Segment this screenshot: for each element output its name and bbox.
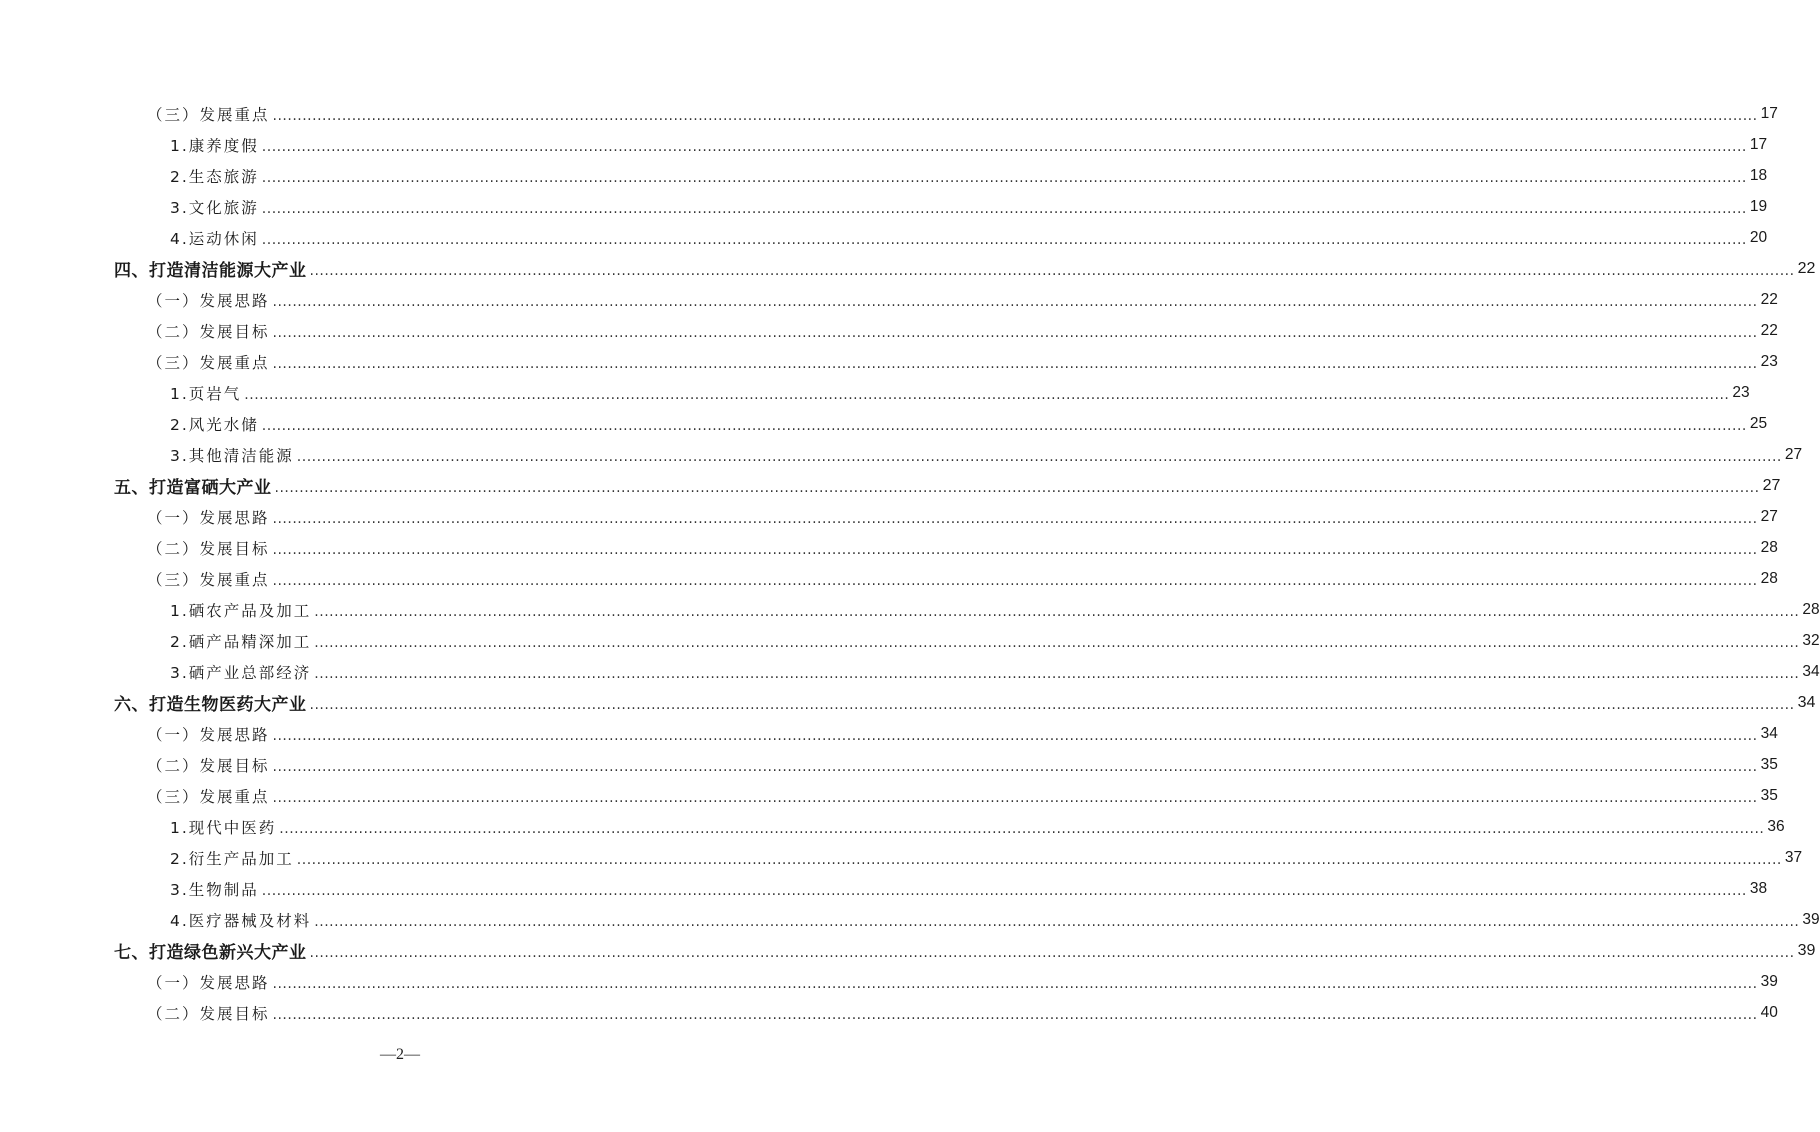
toc-entry-page: 22	[1760, 321, 1778, 339]
toc-entry-title: （三）发展重点	[147, 105, 270, 124]
toc-entry-title: 2.衍生产品加工	[170, 849, 294, 868]
toc-entry[interactable]	[0, 656, 1820, 687]
toc-dot-leader: ............................................................................................................................................................................................................................................................................................................	[309, 262, 1795, 279]
toc-entry-page: 35	[1760, 755, 1778, 773]
toc-dot-leader: ............................................................................................................................................................................................................................................................................................................	[272, 789, 1758, 806]
toc-entry-page: 18	[1749, 166, 1768, 184]
toc-entry-page: 17	[1749, 135, 1768, 153]
toc-entry[interactable]	[0, 377, 1750, 408]
toc-entry[interactable]	[0, 935, 1816, 966]
toc-entry-title: （一）发展思路	[147, 508, 270, 527]
toc-entry[interactable]	[0, 625, 1820, 656]
toc-entry[interactable]	[0, 470, 1781, 501]
toc-entry[interactable]	[0, 439, 1803, 470]
toc-entry[interactable]	[0, 873, 1768, 904]
toc-dot-leader: ............................................................................................................................................................................................................................................................................................................	[261, 882, 1747, 899]
toc-entry-title: （二）发展目标	[147, 1004, 270, 1023]
toc-dot-leader: ............................................................................................................................................................................................................................................................................................................	[309, 696, 1795, 713]
toc-entry-page: 32	[1802, 631, 1820, 649]
toc-dot-leader: ............................................................................................................................................................................................................................................................................................................	[244, 386, 1730, 403]
toc-entry[interactable]	[0, 284, 1778, 315]
toc-entry[interactable]	[0, 842, 1803, 873]
toc-entry-title: 1.康养度假	[170, 136, 259, 155]
toc-dot-leader: ............................................................................................................................................................................................................................................................................................................	[314, 603, 1800, 620]
toc-entry-page: 39	[1797, 941, 1816, 959]
toc-entry-page: 28	[1760, 538, 1778, 556]
toc-entry[interactable]	[0, 532, 1778, 563]
toc-entry-title: 1.现代中医药	[170, 818, 277, 837]
toc-entry-title: 3.硒产业总部经济	[170, 663, 312, 682]
toc-entry[interactable]	[0, 749, 1778, 780]
toc-entry-title: 2.风光水储	[170, 415, 259, 434]
toc-entry[interactable]	[0, 315, 1778, 346]
toc-entry[interactable]	[0, 904, 1820, 935]
toc-entry-page: 38	[1749, 879, 1768, 897]
toc-entry[interactable]	[0, 780, 1778, 811]
toc-entry-title: 3.生物制品	[170, 880, 259, 899]
toc-entry[interactable]	[0, 687, 1816, 718]
toc-entry[interactable]	[0, 129, 1768, 160]
toc-entry-title: （三）发展重点	[147, 570, 270, 589]
toc-entry[interactable]	[0, 594, 1820, 625]
toc-entry[interactable]	[0, 222, 1768, 253]
toc-entry-title: 2.硒产品精深加工	[170, 632, 312, 651]
toc-entry-page: 34	[1802, 662, 1820, 680]
toc-entry-title: （三）发展重点	[147, 787, 270, 806]
toc-dot-leader: ............................................................................................................................................................................................................................................................................................................	[272, 727, 1758, 744]
toc-entry[interactable]	[0, 98, 1778, 129]
toc-entry-title: 五、打造富硒大产业	[114, 478, 272, 498]
toc-entry-page: 27	[1762, 476, 1781, 494]
toc-dot-leader: ............................................................................................................................................................................................................................................................................................................	[272, 510, 1758, 527]
toc-dot-leader: ............................................................................................................................................................................................................................................................................................................	[314, 634, 1800, 651]
toc-entry-title: （一）发展思路	[147, 291, 270, 310]
toc-dot-leader: ............................................................................................................................................................................................................................................................................................................	[272, 293, 1758, 310]
toc-entry-page: 39	[1760, 972, 1778, 990]
toc-dot-leader: ............................................................................................................................................................................................................................................................................................................	[272, 758, 1758, 775]
toc-entry[interactable]	[0, 563, 1778, 594]
toc-dot-leader: ............................................................................................................................................................................................................................................................................................................	[261, 138, 1747, 155]
toc-dot-leader: ............................................................................................................................................................................................................................................................................................................	[261, 417, 1747, 434]
toc-dot-leader: ............................................................................................................................................................................................................................................................................................................	[272, 355, 1758, 372]
toc-entry-title: （二）发展目标	[147, 322, 270, 341]
toc-entry[interactable]	[0, 346, 1778, 377]
toc-dot-leader: ............................................................................................................................................................................................................................................................................................................	[314, 913, 1800, 930]
toc-entry[interactable]	[0, 160, 1768, 191]
toc-entry-page: 40	[1760, 1003, 1778, 1021]
toc-entry-page: 20	[1749, 228, 1768, 246]
toc-dot-leader: ............................................................................................................................................................................................................................................................................................................	[261, 169, 1747, 186]
toc-dot-leader: ............................................................................................................................................................................................................................................................................................................	[272, 541, 1758, 558]
toc-entry-title: （一）发展思路	[147, 725, 270, 744]
toc-entry[interactable]	[0, 966, 1778, 997]
toc-entry-title: 六、打造生物医药大产业	[114, 695, 307, 715]
toc-entry[interactable]	[0, 191, 1768, 222]
toc-entry[interactable]	[0, 408, 1768, 439]
toc-entry-page: 17	[1760, 104, 1778, 122]
toc-entry-title: 3.其他清洁能源	[170, 446, 294, 465]
toc-dot-leader: ............................................................................................................................................................................................................................................................................................................	[272, 324, 1758, 341]
toc-entry-title: （三）发展重点	[147, 353, 270, 372]
toc-entry-page: 19	[1749, 197, 1768, 215]
toc-entry-page: 37	[1784, 848, 1803, 866]
toc-entry-title: 4.医疗器械及材料	[170, 911, 312, 930]
toc-entry-page: 23	[1732, 383, 1750, 401]
toc-entry-page: 23	[1760, 352, 1778, 370]
toc-entry-page: 36	[1767, 817, 1785, 835]
toc-entry[interactable]	[0, 718, 1778, 749]
table-of-contents	[0, 98, 1820, 1028]
toc-entry-page: 34	[1797, 693, 1816, 711]
toc-dot-leader: ............................................................................................................................................................................................................................................................................................................	[261, 231, 1747, 248]
toc-dot-leader: ............................................................................................................................................................................................................................................................................................................	[274, 479, 1760, 496]
toc-dot-leader: ............................................................................................................................................................................................................................................................................................................	[314, 665, 1800, 682]
toc-dot-leader: ............................................................................................................................................................................................................................................................................................................	[272, 1006, 1758, 1023]
toc-dot-leader: ............................................................................................................................................................................................................................................................................................................	[309, 944, 1795, 961]
toc-entry[interactable]	[0, 811, 1785, 842]
toc-entry-title: （一）发展思路	[147, 973, 270, 992]
toc-entry-page: 27	[1784, 445, 1803, 463]
toc-dot-leader: ............................................................................................................................................................................................................................................................................................................	[261, 200, 1747, 217]
toc-entry-page: 25	[1749, 414, 1768, 432]
toc-entry-page: 28	[1802, 600, 1820, 618]
toc-dot-leader: ............................................................................................................................................................................................................................................................................................................	[296, 851, 1782, 868]
toc-entry-title: 4.运动休闲	[170, 229, 259, 248]
toc-dot-leader: ............................................................................................................................................................................................................................................................................................................	[279, 820, 1765, 837]
toc-entry-page: 27	[1760, 507, 1778, 525]
toc-entry[interactable]	[0, 253, 1816, 284]
toc-entry-page: 34	[1760, 724, 1778, 742]
toc-entry[interactable]	[0, 997, 1778, 1028]
toc-dot-leader: ............................................................................................................................................................................................................................................................................................................	[272, 975, 1758, 992]
toc-entry-title: （二）发展目标	[147, 756, 270, 775]
toc-dot-leader: ............................................................................................................................................................................................................................................................................................................	[272, 572, 1758, 589]
toc-entry-page: 28	[1760, 569, 1778, 587]
toc-entry-title: 3.文化旅游	[170, 198, 259, 217]
toc-entry-title: 2.生态旅游	[170, 167, 259, 186]
toc-entry-title: 四、打造清洁能源大产业	[114, 261, 307, 281]
toc-entry[interactable]	[0, 501, 1778, 532]
toc-entry-page: 39	[1802, 910, 1820, 928]
toc-entry-page: 22	[1760, 290, 1778, 308]
toc-entry-title: （二）发展目标	[147, 539, 270, 558]
toc-dot-leader: ............................................................................................................................................................................................................................................................................................................	[296, 448, 1782, 465]
toc-dot-leader: ............................................................................................................................................................................................................................................................................................................	[272, 107, 1758, 124]
toc-entry-page: 35	[1760, 786, 1778, 804]
toc-entry-title: 1.硒农产品及加工	[170, 601, 312, 620]
toc-entry-title: 七、打造绿色新兴大产业	[114, 943, 307, 963]
toc-entry-title: 1.页岩气	[170, 384, 242, 403]
toc-entry-page: 22	[1797, 259, 1816, 277]
page-number: —2—	[380, 1046, 420, 1063]
